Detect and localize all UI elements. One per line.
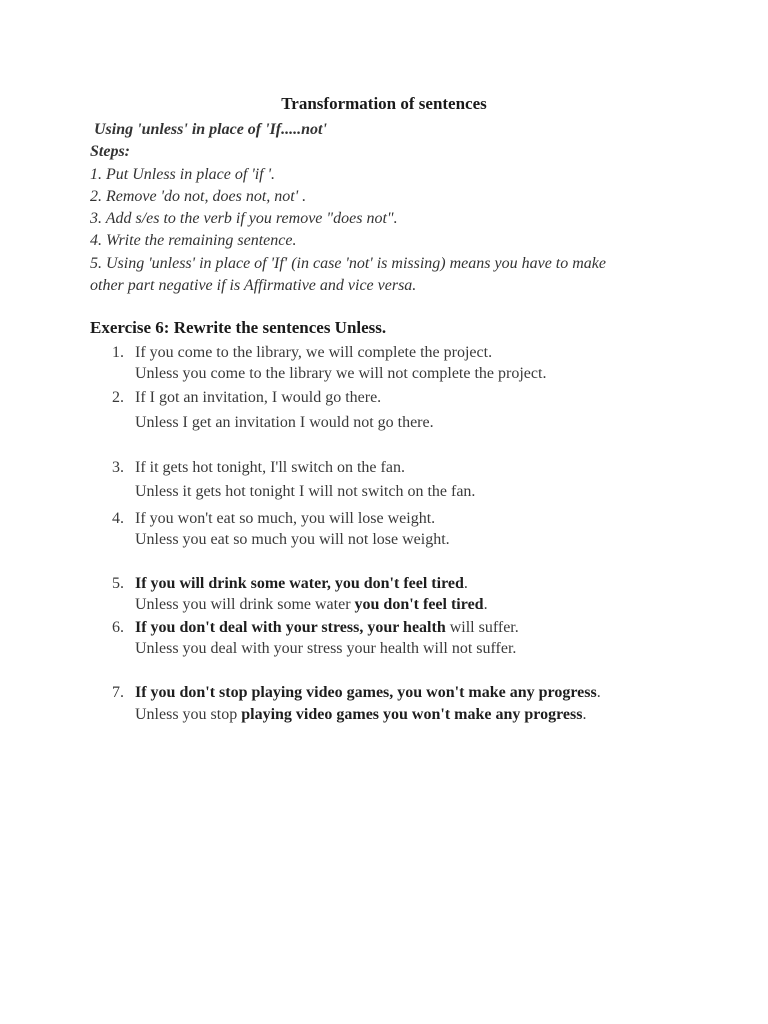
item-number: 2. <box>112 389 124 406</box>
item-answer-start: Unless you will drink some water <box>135 596 355 613</box>
intro-section <box>90 119 690 297</box>
step-item: 3. Add s/es to the verb if you remove "does not". <box>90 210 398 228</box>
step-item: 1. Put Unless in place of 'if '. <box>90 165 276 183</box>
page-title: Transformation of sentences <box>281 94 487 113</box>
item-answer-bold: playing video games you won't make any progress <box>241 706 583 723</box>
item-question-end: will suffer. <box>445 619 519 636</box>
item-question <box>135 573 468 594</box>
step-item: 5. Using 'unless' in place of 'If' (in case 'not' is missing) means you have to make <box>90 254 607 272</box>
item-number: 3. <box>112 459 124 476</box>
steps-heading: Steps: <box>90 143 130 161</box>
item-number: 7. <box>112 684 124 701</box>
item-question: If I got an invitation, I would go there. <box>135 389 382 406</box>
item-question: If it gets hot tonight, I'll switch on the fan. <box>135 459 405 476</box>
item-answer-bold: you don't feel tired <box>354 596 484 613</box>
exercise-title: Exercise 6: Rewrite the sentences Unless. <box>90 318 387 337</box>
item-number: 6. <box>112 619 124 636</box>
item-answer: Unless it gets hot tonight I will not switch on the fan. <box>135 483 476 500</box>
item-question-bold: If you don't stop playing video games, you won't make any progress <box>135 684 597 701</box>
step-item: 2. Remove 'do not, does not, not' . <box>90 187 307 205</box>
item-answer-end: . <box>483 596 488 613</box>
intro-subtitle: Using 'unless' in place of 'If.....not' <box>94 121 327 138</box>
item-number: 4. <box>112 510 124 527</box>
item-answer: Unless you come to the library we will not complete the project. <box>135 365 547 382</box>
item-question <box>135 682 601 703</box>
item-answer <box>135 594 488 615</box>
item-answer: Unless I get an invitation I would not go there. <box>135 414 434 431</box>
step-item: other part negative if is Affirmative and vice versa. <box>90 277 417 295</box>
item-number: 1. <box>112 344 124 361</box>
item-question: If you come to the library, we will complete the project. <box>135 344 493 361</box>
item-answer <box>135 704 586 725</box>
item-answer-start: Unless you stop <box>135 706 242 723</box>
item-question-bold: If you don't deal with your stress, your health <box>135 619 446 636</box>
item-answer: Unless you deal with your stress your health will not suffer. <box>135 640 517 657</box>
item-question-end: . <box>463 575 468 592</box>
item-answer-end: . <box>582 706 587 723</box>
item-question <box>135 617 519 638</box>
item-question-bold: If you will drink some water, you don't feel tired <box>135 575 464 592</box>
item-question-end: . <box>596 684 601 701</box>
step-item: 4. Write the remaining sentence. <box>90 232 297 250</box>
item-answer: Unless you eat so much you will not lose weight. <box>135 531 450 548</box>
item-number: 5. <box>112 575 124 592</box>
item-question: If you won't eat so much, you will lose weight. <box>135 510 436 527</box>
